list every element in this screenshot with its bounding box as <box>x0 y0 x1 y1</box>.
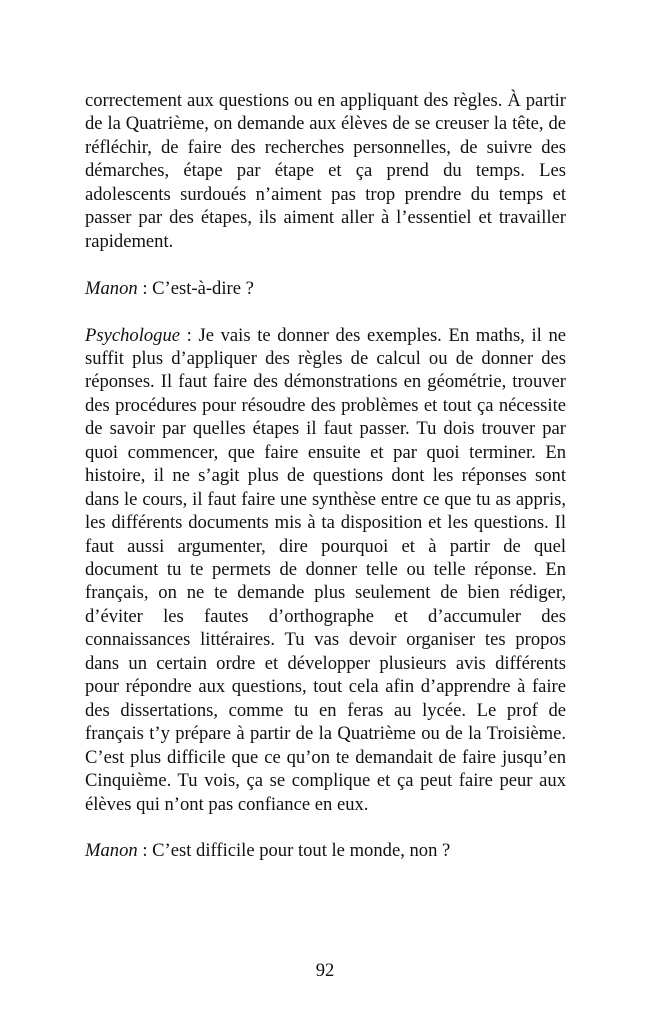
paragraph-continuation <box>85 89 566 253</box>
speaker-name: Psychologue <box>85 324 181 346</box>
dialogue-text: C’est difficile pour tout le monde, non ? <box>152 840 451 862</box>
speaker-separator: : <box>180 324 199 346</box>
speaker-name: Manon <box>85 277 138 299</box>
speaker-separator: : <box>137 277 153 299</box>
paragraph-text: correctement aux questions ou en appliquant des règles. À partir de la Quatrième, on demande aux élèves de se creuser la tête, de réfléchir, de faire des recherches personnelles, de suivre des démarches, étape par étape et ça prend du temps. Les adolescents surdoués n’aiment pas trop prendre du temps et passer par des étapes, ils aiment aller à l’essentiel et travailler rapidement. <box>85 90 566 252</box>
dialogue-psychologue <box>85 324 566 817</box>
dialogue-text: C’est-à-dire ? <box>152 277 254 299</box>
dialogue-manon-2 <box>85 839 566 862</box>
page-number: 92 <box>315 960 335 981</box>
dialogue-text: Je vais te donner des exemples. En maths, il ne suffit plus d’appliquer des règles de calcul ou de donner des réponses. Il faut faire des démonstrations en géométrie, trouver des procédures pour résoudre des problèmes et tout ça nécessite de savoir par quelles étapes il faut passer. Tu dois trouver par quoi commencer, que faire ensuite et par quoi terminer. En histoire, il ne s’agit plus de questions dont les réponses sont dans le cours, il faut faire une synthèse entre ce que tu as appris, les différents documents mis à ta disposition et les questions. Il faut aussi argumenter, dire pourquoi et à partir de quel document tu te permets de donner telle ou telle réponse. En français, on ne te demande plus seulement de bien rédiger, d’éviter les fautes d’orthographe et d’accumuler des connaissances littéraires. Tu vas devoir organiser tes propos dans un certain ordre et développer plusieurs avis différents pour répondre aux questions, tout cela afin d’apprendre à faire des dissertations, comme tu en feras au lycée. Le prof de français t’y prépare à partir de la Quatrième ou de la Troisième. C’est plus difficile que ce qu’on te demandait de faire jusqu’en Cinquième. Tu vois, ça se complique et ça peut faire peur aux élèves qui n’ont pas confiance en eux. <box>85 324 566 815</box>
speaker-separator: : <box>137 840 153 862</box>
page-body <box>85 89 566 886</box>
dialogue-manon-1 <box>85 277 566 300</box>
speaker-name: Manon <box>85 840 138 862</box>
